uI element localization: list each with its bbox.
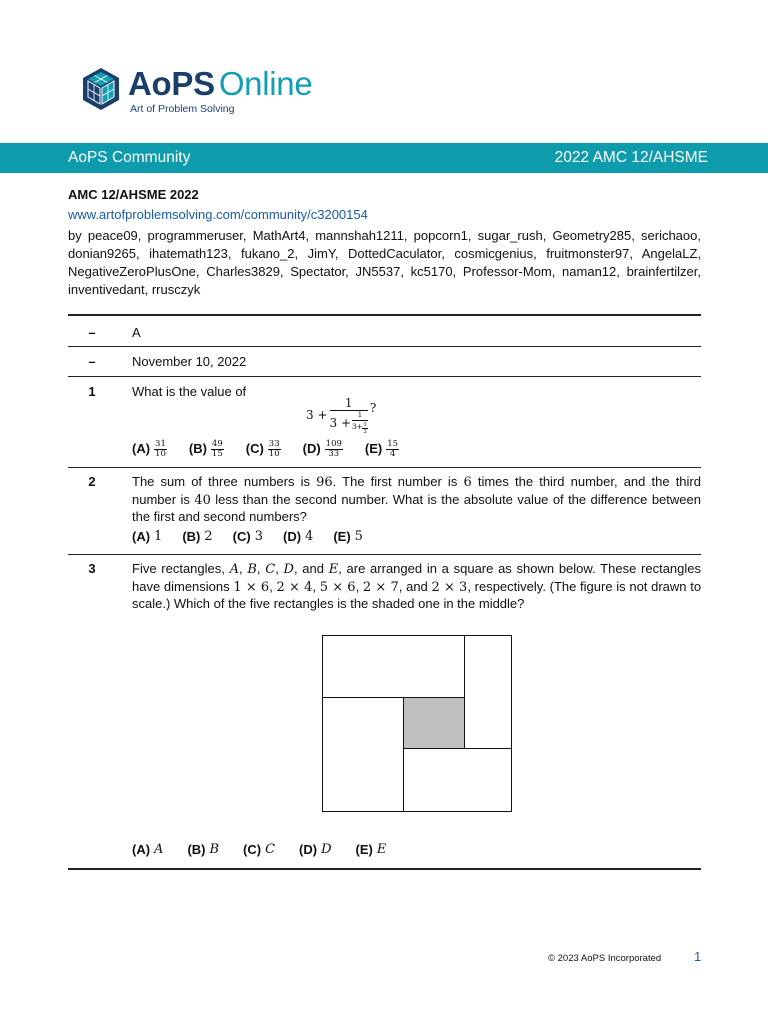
banner-community: AoPS Community — [68, 149, 191, 166]
problem-text: The sum of three numbers is 96. The first number is 6 times the third number, and the third number is 40 less than the second number. What is the absolute value of the difference between the first and second numbers? — [132, 474, 701, 524]
author-list: by peace09, programmeruser, MathArt4, mannshah1211, popcorn1, sugar_rush, Geometry285, serichaoo, donian9265, ihatemath123, fukano_2, JimY, DottedCaculator, cosmicgenius, fruitmonster97, AngelaLZ, NegativeZeroPlusOne, Charles3829, Spectator, JN5537, kc5170, Professor-Mom, naman12, brainfertilzer, inventivedant, rrusczyk — [68, 228, 701, 297]
choice-d[interactable]: (D) $\frac{109}{33}$ — [302, 439, 342, 459]
choice-e[interactable]: (E) E — [355, 842, 387, 857]
choice-e[interactable]: (E) $\frac{15}{4}$ — [364, 439, 399, 459]
section-banner — [0, 143, 768, 173]
rectangles-figure — [322, 635, 512, 812]
bottom-rectangle — [404, 749, 512, 812]
choice-d[interactable]: (D) D — [299, 842, 332, 857]
continued-fraction: 3 + 1 3 + 1 3+ $\frac{1}{3}$ ? — [306, 396, 377, 435]
logo-subtitle: Art of Problem Solving — [130, 103, 235, 115]
contest-date: November 10, 2022 — [132, 354, 247, 369]
problem-number: 1 — [88, 384, 96, 399]
choice-a[interactable]: (A) 1 — [132, 529, 163, 544]
choice-b[interactable]: (B) $\frac{49}{15}$ — [188, 439, 223, 459]
page-number: 1 — [694, 949, 702, 964]
choice-a[interactable]: (A) $\frac{31}{10}$ — [132, 439, 166, 459]
table-bottom-rule — [68, 868, 701, 870]
choice-e[interactable]: (E) 5 — [333, 529, 363, 544]
shaded-middle-rectangle — [404, 698, 465, 749]
choice-d[interactable]: (D) 4 — [282, 529, 314, 544]
divider — [68, 346, 701, 347]
divider — [68, 467, 701, 468]
choice-b[interactable]: (B) B — [187, 842, 220, 857]
divider — [68, 376, 701, 377]
problem-text: What is the value of — [132, 384, 247, 399]
right-rectangle — [465, 636, 512, 749]
doc-title: AMC 12/AHSME 2022 — [68, 187, 199, 202]
choice-a[interactable]: (A) A — [132, 842, 164, 857]
choice-b[interactable]: (B) 2 — [182, 529, 213, 544]
problem-text: Five rectangles, A, B, C, D, and E, are arranged in a square as shown below. These rectangles have dimensions 1 × 6, 2 × 4, 5 × 6, 2 × 7, and 2 × 3, respectively. (The figure is not drawn to scale.) Which of the five rectangles is the shaded one in the middle? — [132, 561, 702, 611]
community-link[interactable]: www.artofproblemsolving.com/community/c3200154 — [68, 207, 368, 222]
aops-logo — [80, 66, 312, 118]
left-rectangle — [323, 698, 404, 812]
problem-number: 3 — [88, 561, 96, 576]
choice-c[interactable]: (C) C — [243, 842, 276, 857]
problem-number: 2 — [88, 474, 96, 489]
cube-logo-icon — [80, 66, 122, 112]
choice-c[interactable]: (C) $\frac{33}{10}$ — [245, 439, 280, 459]
contest-version: A — [132, 325, 141, 340]
banner-contest: 2022 AMC 12/AHSME — [554, 149, 708, 166]
top-rectangle — [323, 636, 465, 698]
table-top-rule — [68, 314, 701, 316]
copyright: © 2023 AoPS Incorporated — [548, 953, 662, 964]
logo-title: AoPS Online — [128, 65, 313, 102]
divider — [68, 554, 701, 555]
choice-c[interactable]: (C) 3 — [232, 529, 263, 544]
